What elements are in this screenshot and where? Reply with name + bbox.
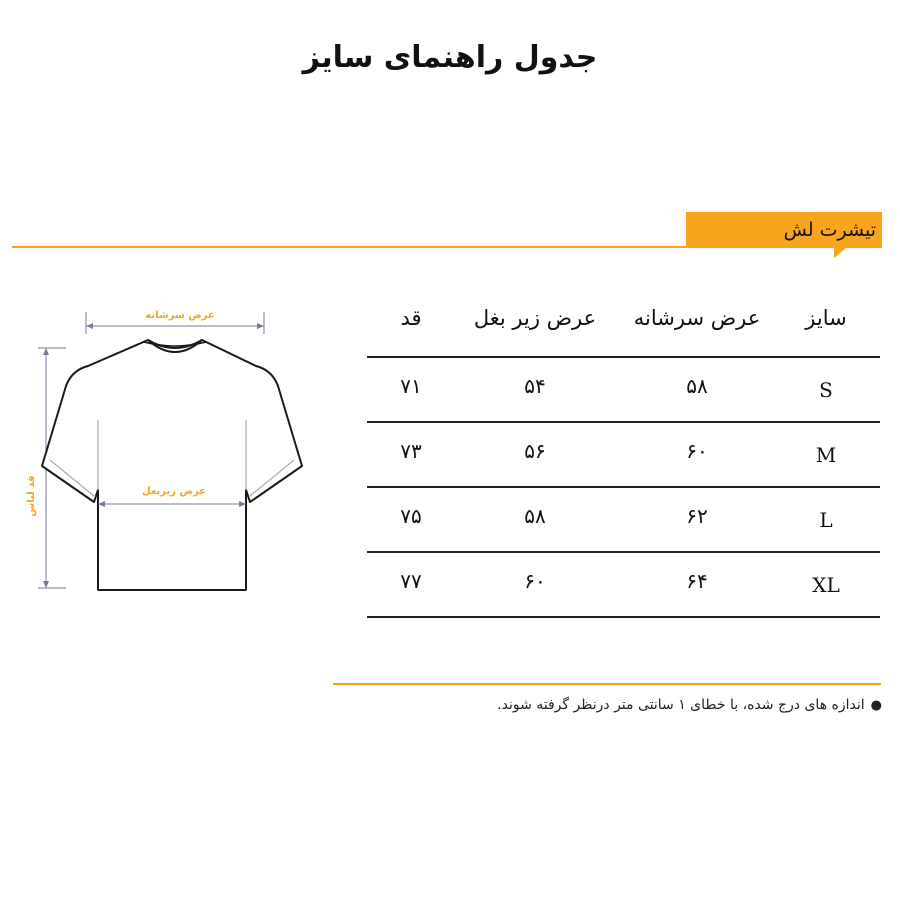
tshirt-outline — [42, 340, 302, 590]
cell-size: L — [819, 508, 833, 532]
footnote — [497, 697, 882, 713]
cell-shoulder: ۶۲ — [686, 504, 708, 528]
table-row — [367, 488, 880, 553]
cell-chest: ۵۶ — [524, 439, 546, 463]
header-shoulder-width: عرض سرشانه — [633, 306, 761, 330]
cell-chest: ۵۸ — [524, 504, 546, 528]
tshirt-diagram — [20, 300, 320, 610]
cell-size: XL — [812, 573, 840, 597]
cell-shoulder: ۶۰ — [686, 439, 708, 463]
header-size: سایز — [805, 306, 847, 330]
category-tag-notch — [834, 248, 846, 258]
cell-shoulder: ۶۴ — [686, 569, 708, 593]
header-chest-width: عرض زیر بغل — [473, 306, 597, 330]
table-row — [367, 423, 880, 488]
table-row — [367, 553, 880, 618]
shoulder-label: عرض سرشانه — [145, 310, 215, 321]
cell-chest: ۵۴ — [524, 374, 546, 398]
bullet-dot-icon: ● — [870, 698, 882, 713]
page-title: جدول راهنمای سایز — [302, 40, 598, 75]
cell-length: ۷۱ — [400, 374, 422, 398]
cell-size: M — [815, 443, 837, 467]
cell-length: ۷۵ — [400, 504, 422, 528]
cell-chest: ۶۰ — [524, 569, 546, 593]
cell-size: S — [819, 378, 833, 402]
chest-label: عرض زیربغل — [141, 486, 207, 497]
length-label: قد لباس — [26, 475, 37, 517]
header-length: قد — [400, 306, 422, 330]
cell-length: ۷۳ — [400, 439, 422, 463]
table-header-row — [367, 292, 880, 358]
cell-shoulder: ۵۸ — [686, 374, 708, 398]
table-row — [367, 358, 880, 423]
category-tag — [686, 212, 882, 248]
cell-length: ۷۷ — [400, 569, 422, 593]
category-tag-label: تیشرت لش — [783, 219, 876, 241]
footnote-text: اندازه های درج شده، با خطای ۱ سانتی متر درنظر گرفته شوند. — [497, 697, 865, 713]
shoulder-dimension — [86, 310, 264, 334]
section-divider-bottom — [333, 683, 881, 685]
size-table — [367, 292, 880, 618]
